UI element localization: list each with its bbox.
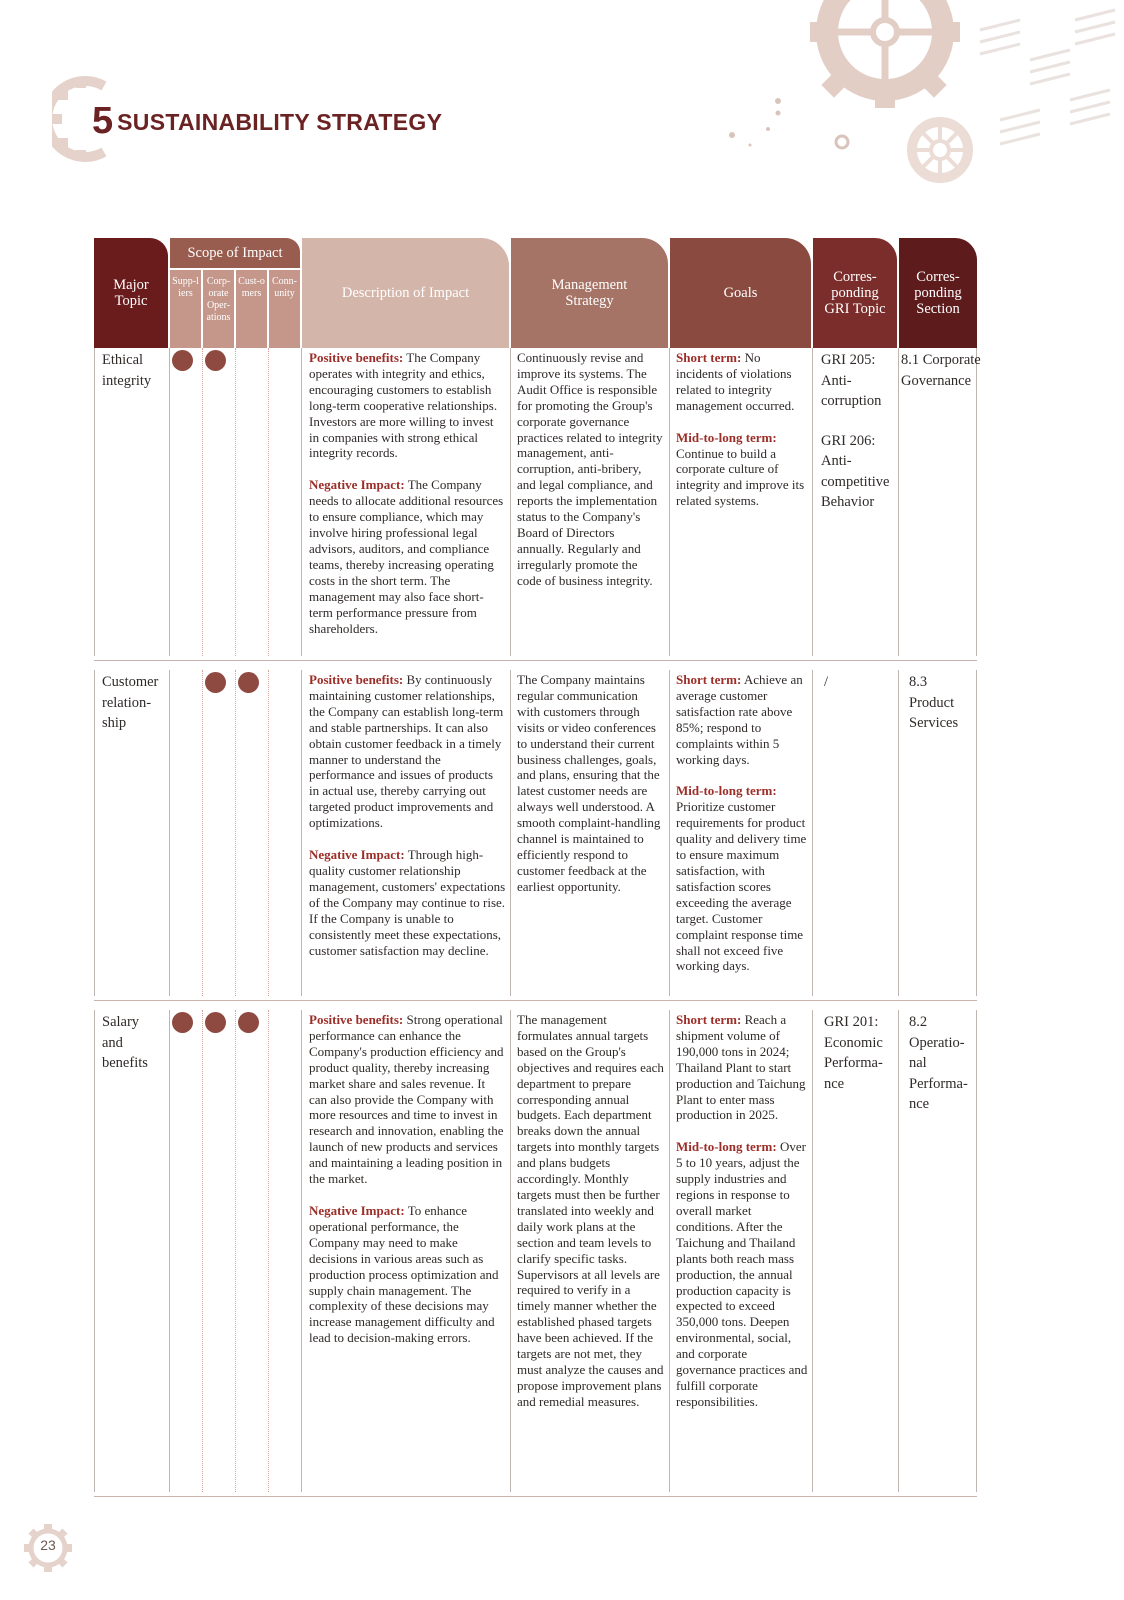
header-customers-label: Cust-omers [238, 276, 265, 299]
page-title [92, 100, 442, 143]
scope-dot-suppliers [172, 1012, 193, 1033]
header-description: Description of Impact [302, 238, 509, 348]
negative-label: Negative Impact: [309, 477, 405, 493]
negative-text: Through high-quality customer relationship management, customers' expectations of the Company may continue to rise. If the Company is unable to consistently meet these expectations, customer satisfaction may decline. [309, 847, 506, 958]
corresponding-section: 8.2 Operatio-nal Performa-nce [909, 1014, 968, 1112]
positive-label: Positive benefits: [309, 1012, 404, 1027]
corresponding-section: 8.3 Product Services [909, 674, 959, 731]
mid-long-term-label: Mid-to-long term: [676, 783, 777, 799]
short-term-label: Short term: [676, 350, 742, 365]
section-number: 5 [92, 100, 114, 142]
header-corporate-operations [203, 270, 234, 348]
corresponding-section: 8.1 Corporate Governance [901, 352, 981, 389]
header-scope-of-impact: Scope of Impact [170, 238, 300, 268]
header-management-strategy: Management Strategy [511, 238, 668, 348]
positive-label: Positive benefits: [309, 350, 404, 365]
negative-label: Negative Impact: [309, 847, 405, 863]
impact-description [309, 350, 504, 636]
table-row [94, 348, 981, 661]
table-header [94, 238, 996, 348]
goals [676, 672, 808, 974]
mid-long-term-label: Mid-to-long term: [676, 1139, 777, 1155]
header-community [269, 270, 300, 348]
positive-label: Positive benefits: [309, 672, 404, 687]
gri-topic [824, 1012, 892, 1094]
short-term-text: Achieve an average customer satisfaction rate above 85%; respond to complaints within 5 working days. [676, 672, 803, 767]
mid-long-term-label: Mid-to-long term: [676, 429, 777, 445]
mid-long-term-text: Over 5 to 10 years, adjust the supply industries and regions in response to overall market conditions. After the Taichung and Thailand plants both reach mass production, the annual production capacity is expected to exceed 350,000 tons. Deepen environmental, social, and corporate governance practices and fulfill corporate responsibilities. [676, 1139, 808, 1409]
scope-dot-corporate-operations [205, 672, 226, 693]
negative-label: Negative Impact: [309, 1202, 405, 1218]
header-corporate-operations-label: Corp-orate Oper-ations [206, 276, 231, 323]
positive-text: The Company operates with integrity and ethics, encouraging customers to establish long-term cooperative relationships. Investors are more willing to invest in companies with strong ethical integrity records. [309, 350, 498, 461]
gri-topic-1: / [824, 674, 829, 690]
scope-dot-corporate-operations [205, 1012, 226, 1033]
negative-text: To enhance operational performance, the Company may need to make decisions in various areas such as production process optimization and supply chain management. The complexity of these decisions may increase management difficulty and lead to decision-making errors. [309, 1202, 499, 1346]
short-term-label: Short term: [676, 1012, 742, 1027]
header-suppliers-label: Supp-liers [172, 276, 199, 299]
goals [676, 350, 808, 509]
topic-label: Salary and benefits [102, 1014, 148, 1071]
page-number: 23 [40, 1537, 56, 1553]
short-term-text: No incidents of violations related to integrity management occurred. [676, 350, 795, 413]
gri-topic-2: GRI 206: Anti-competitive Behavior [821, 432, 890, 510]
gri-topic-1: GRI 205: Anti-corruption [821, 352, 882, 409]
section-title: SUSTAINABILITY STRATEGY [117, 109, 443, 135]
topic-label: Ethical integrity [102, 352, 152, 389]
short-term-label: Short term: [676, 672, 742, 687]
header-gri-topic: Corres-ponding GRI Topic [813, 238, 897, 348]
negative-text: The Company needs to allocate additional resources to ensure compliance, which may involve hiring professional legal advisors, auditors, and compliance teams, thereby increasing operating costs in the short term. The management may also face short-term performance pressure from shareholders. [309, 477, 504, 636]
table-row [94, 1010, 977, 1497]
impact-description [309, 672, 506, 958]
scope-dot-corporate-operations [205, 350, 226, 371]
management-strategy: Continuously revise and improve its systems. The Audit Office is responsible for promoting the Group's corporate governance practices related to integrity management, anti-corruption, anti-bribery, and legal compliance, and reports the implementation status to the Company's Board of Directors annually. Regularly and irregularly promote the code of business integrity. [517, 350, 663, 588]
gri-topic-1: GRI 201: Economic Performa-nce [824, 1014, 883, 1092]
material-topics-table [94, 238, 996, 1409]
stripe-pattern-decoration [960, 0, 1124, 190]
impact-description [309, 1012, 504, 1346]
header-major-topic: Major Topic [94, 238, 168, 348]
mid-long-term-text: Continue to build a corporate culture of integrity and improve its related systems. [676, 445, 805, 509]
positive-text: By continuously maintaining customer relationships, the Company can establish long-term and stable partnerships. It can also obtain customer feedback in a timely manner to understand the performance and issues of products in actual use, thereby carrying out targeted product improvements and optimizations. [309, 672, 504, 831]
header-goals: Goals [670, 238, 811, 348]
scope-dot-customers [238, 672, 259, 693]
mid-long-term-text: Prioritize customer requirements for product quality and delivery time to ensure maximum satisfaction, with satisfaction scores exceeding the average target. Customer complaint response time shall not exceed five working days. [676, 799, 807, 974]
scope-dot-customers [238, 1012, 259, 1033]
dots-decoration [720, 95, 860, 155]
management-strategy: The management formulates annual targets based on the Group's objectives and requires each department to prepare corresponding annual budgets. Each department breaks down the annual targets into monthly targets and plans budgets accordingly. Monthly targets must then be further translated into weekly and daily work plans at the section and team levels to clarify specific tasks. Supervisors at all levels are required to verify in a timely manner whether the established phased targets have been achieved. If the targets are not met, they must analyze the causes and propose improvement plans and remedial measures. [517, 1012, 664, 1409]
short-term-text: Reach a shipment volume of 190,000 tons in 2024; Thailand Plant to start production and Taichung Plant to enter mass production in 2025. [676, 1012, 806, 1123]
gri-topic [824, 672, 894, 693]
goals [676, 1012, 808, 1410]
header-customers [236, 270, 267, 348]
header-section: Corres-ponding Section [899, 238, 977, 348]
management-strategy: The Company maintains regular communication with customers through visits or video conferences to understand their current business challenges, goals, and plans, ensuring that the latest customer needs are always well understood. A smooth complaint-handling channel is maintained to efficiently respond to customer feedback at the earliest opportunity. [517, 672, 661, 894]
gri-topic [821, 350, 897, 513]
positive-text: Strong operational performance can enhance the Company's production efficiency and product quality, thereby increasing market share and sales revenue. It can also provide the Company with more resources and time to invest in research and innovation, enabling the launch of new products and services and maintaining a leading position in the market. [309, 1012, 504, 1187]
header-suppliers [170, 270, 201, 348]
topic-label: Customer relation-ship [102, 674, 159, 731]
header-community-label: Conn-unity [272, 276, 297, 299]
table-row [94, 670, 977, 1001]
scope-dot-suppliers [172, 350, 193, 371]
